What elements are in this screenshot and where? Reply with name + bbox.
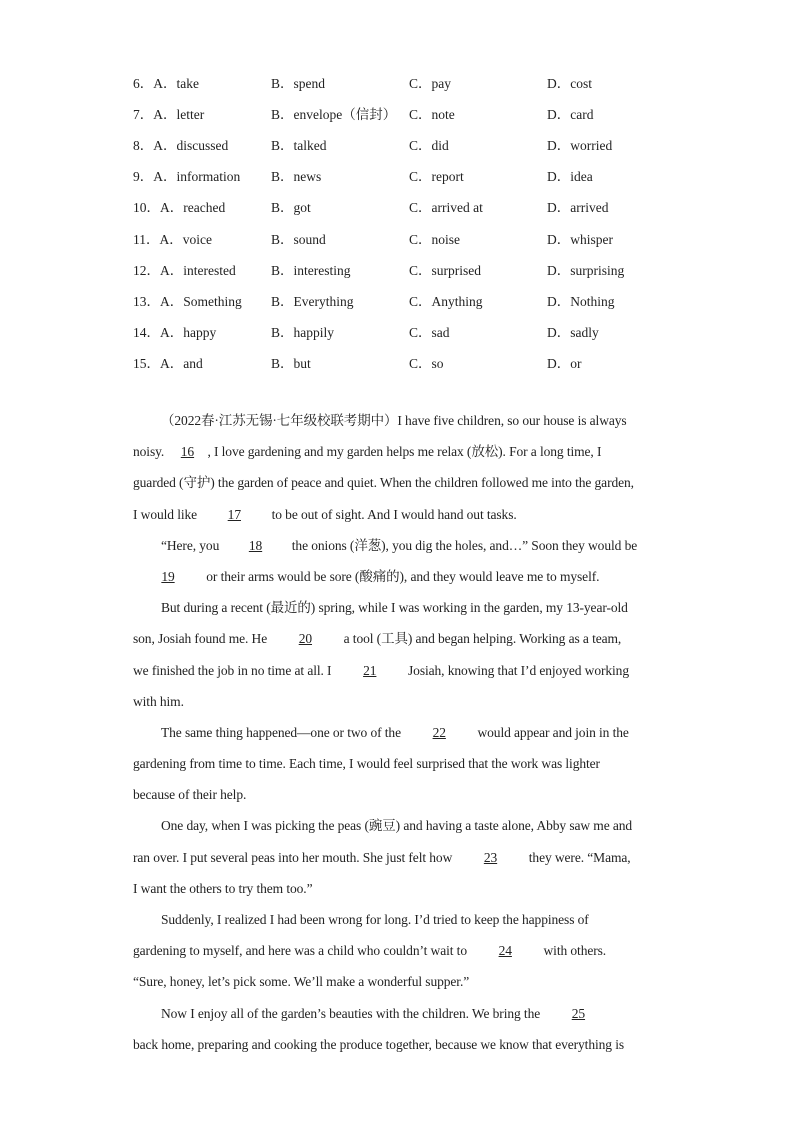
passage-text: ran over. I put several peas into her mouth. She just felt how bbox=[133, 849, 456, 865]
passage-text: son, Josiah found me. He bbox=[133, 631, 271, 647]
answer-options bbox=[133, 66, 673, 378]
option-d: D．arrived bbox=[547, 200, 609, 216]
option-b: B．interesting bbox=[271, 262, 351, 278]
passage-line: One day, when I was picking the peas (豌豆) and having a taste alone, Abby saw me and bbox=[161, 818, 633, 834]
option-d: D．card bbox=[547, 106, 594, 122]
passage-text: The same thing happened—one or two of the bbox=[161, 724, 405, 740]
option-d: D．Nothing bbox=[547, 293, 615, 309]
passage-line bbox=[133, 561, 663, 592]
passage-line bbox=[133, 499, 663, 530]
passage-text: they were. “Mama, bbox=[525, 849, 631, 865]
passage-line: guarded (守护) the garden of peace and quiet. When the children followed me into the garden, bbox=[133, 475, 634, 491]
option-b: B．happily bbox=[271, 325, 334, 341]
blank-25: 25 bbox=[571, 1005, 586, 1021]
option-c: C．so bbox=[409, 356, 444, 372]
option-a: 6．A．take bbox=[133, 75, 199, 91]
option-a: 15．A．and bbox=[133, 356, 203, 372]
option-d: D．cost bbox=[547, 75, 592, 91]
passage-line: “Sure, honey, let’s pick some. We’ll make a wonderful supper.” bbox=[133, 974, 470, 990]
option-c: C．pay bbox=[409, 75, 451, 91]
blank-18: 18 bbox=[248, 537, 263, 553]
option-d: D．worried bbox=[547, 137, 613, 153]
blank-20: 20 bbox=[298, 631, 313, 647]
blank-21: 21 bbox=[363, 662, 377, 678]
option-b: B．news bbox=[271, 169, 322, 185]
passage-text: I would like bbox=[133, 506, 201, 522]
blank-19: 19 bbox=[161, 568, 175, 584]
passage-line: gardening from time to time. Each time, I would feel surprised that the work was lighter bbox=[133, 756, 600, 772]
passage-text: noisy. bbox=[133, 444, 168, 460]
option-row bbox=[133, 347, 673, 378]
passage-line: Suddenly, I realized I had been wrong for long. I’d tried to keep the happiness of bbox=[161, 912, 589, 927]
option-a: 14．A．happy bbox=[133, 325, 217, 341]
passage-line: I want the others to try them too.” bbox=[133, 880, 313, 896]
passage-text: with others. bbox=[540, 943, 607, 959]
option-a: 13．A．Something bbox=[133, 293, 242, 309]
option-d: D．idea bbox=[547, 169, 593, 185]
passage-line bbox=[133, 717, 663, 748]
passage-line: because of their help. bbox=[133, 787, 247, 803]
option-b: B．spend bbox=[271, 75, 325, 91]
blank-22: 22 bbox=[432, 724, 446, 740]
passage-text: a tool (工具) and began helping. Working as a team, bbox=[340, 631, 622, 647]
option-b: B．got bbox=[271, 200, 311, 216]
passage-text: “Here, you bbox=[161, 537, 223, 553]
passage-text: or their arms would be sore (酸痛的), and they would leave me to myself. bbox=[203, 568, 600, 584]
option-c: C．note bbox=[409, 106, 455, 122]
option-c: C．did bbox=[409, 137, 449, 153]
option-d: D．or bbox=[547, 356, 582, 372]
option-c: C．arrived at bbox=[409, 200, 483, 216]
option-b: B．but bbox=[271, 356, 311, 372]
passage-line bbox=[133, 998, 663, 1029]
option-b: B．Everything bbox=[271, 293, 354, 309]
option-c: C．Anything bbox=[409, 293, 483, 309]
blank-23: 23 bbox=[483, 849, 498, 865]
option-d: D．sadly bbox=[547, 325, 599, 341]
passage-line bbox=[133, 436, 663, 467]
option-c: C．noise bbox=[409, 231, 461, 247]
passage-text: to be out of sight. And I would hand out tasks. bbox=[268, 506, 517, 522]
passage-text: the onions (洋葱), you dig the holes, and…” Soon they would be bbox=[288, 537, 638, 553]
passage-line: back home, preparing and cooking the produce together, because we know that everything is bbox=[133, 1036, 625, 1052]
option-row bbox=[133, 222, 673, 253]
passage-line: But during a recent (最近的) spring, while I was working in the garden, my 13-year-old bbox=[161, 600, 628, 616]
option-row bbox=[133, 128, 673, 159]
option-row bbox=[133, 97, 673, 128]
option-d: D．whisper bbox=[547, 231, 613, 247]
option-row bbox=[133, 160, 673, 191]
option-row bbox=[133, 284, 673, 315]
option-a: 7．A．letter bbox=[133, 106, 205, 122]
passage-line bbox=[133, 655, 663, 686]
passage-text: gardening to myself, and here was a child who couldn’t wait to bbox=[133, 943, 471, 959]
passage-text: we finished the job in no time at all. I bbox=[133, 662, 335, 678]
option-a: 10．A．reached bbox=[133, 200, 226, 216]
passage-text: Now I enjoy all of the garden’s beauties with the children. We bring the bbox=[161, 1005, 544, 1021]
option-a: 11．A．voice bbox=[133, 231, 212, 247]
passage-text: , I love gardening and my garden helps me relax (放松). For a long time, I bbox=[207, 444, 602, 460]
option-a: 8．A．discussed bbox=[133, 137, 229, 153]
passage-text: would appear and join in the bbox=[474, 724, 629, 740]
option-c: C．report bbox=[409, 169, 464, 185]
passage-line: with him. bbox=[133, 693, 184, 709]
passage-text: Josiah, knowing that I’d enjoyed working bbox=[404, 662, 629, 678]
option-c: C．sad bbox=[409, 325, 450, 341]
cloze-passage bbox=[133, 405, 663, 1060]
passage-line bbox=[133, 530, 663, 561]
option-a: 9．A．information bbox=[133, 169, 241, 185]
blank-24: 24 bbox=[498, 943, 512, 959]
passage-source-line: （2022春·江苏无锡·七年级校联考期中）I have five children, so our house is always bbox=[161, 413, 627, 428]
option-b: B．talked bbox=[271, 137, 327, 153]
option-d: D．surprising bbox=[547, 262, 625, 278]
option-row bbox=[133, 253, 673, 284]
option-a: 12．A．interested bbox=[133, 262, 236, 278]
option-row bbox=[133, 316, 673, 347]
blank-17: 17 bbox=[227, 506, 241, 522]
option-c: C．surprised bbox=[409, 262, 481, 278]
option-row bbox=[133, 66, 673, 97]
option-b: B．envelope（信封） bbox=[271, 106, 397, 122]
blank-16: 16 bbox=[180, 444, 195, 460]
passage-line bbox=[133, 935, 663, 966]
passage-line bbox=[133, 842, 663, 873]
option-row bbox=[133, 191, 673, 222]
passage-line bbox=[133, 623, 663, 654]
option-b: B．sound bbox=[271, 231, 326, 247]
